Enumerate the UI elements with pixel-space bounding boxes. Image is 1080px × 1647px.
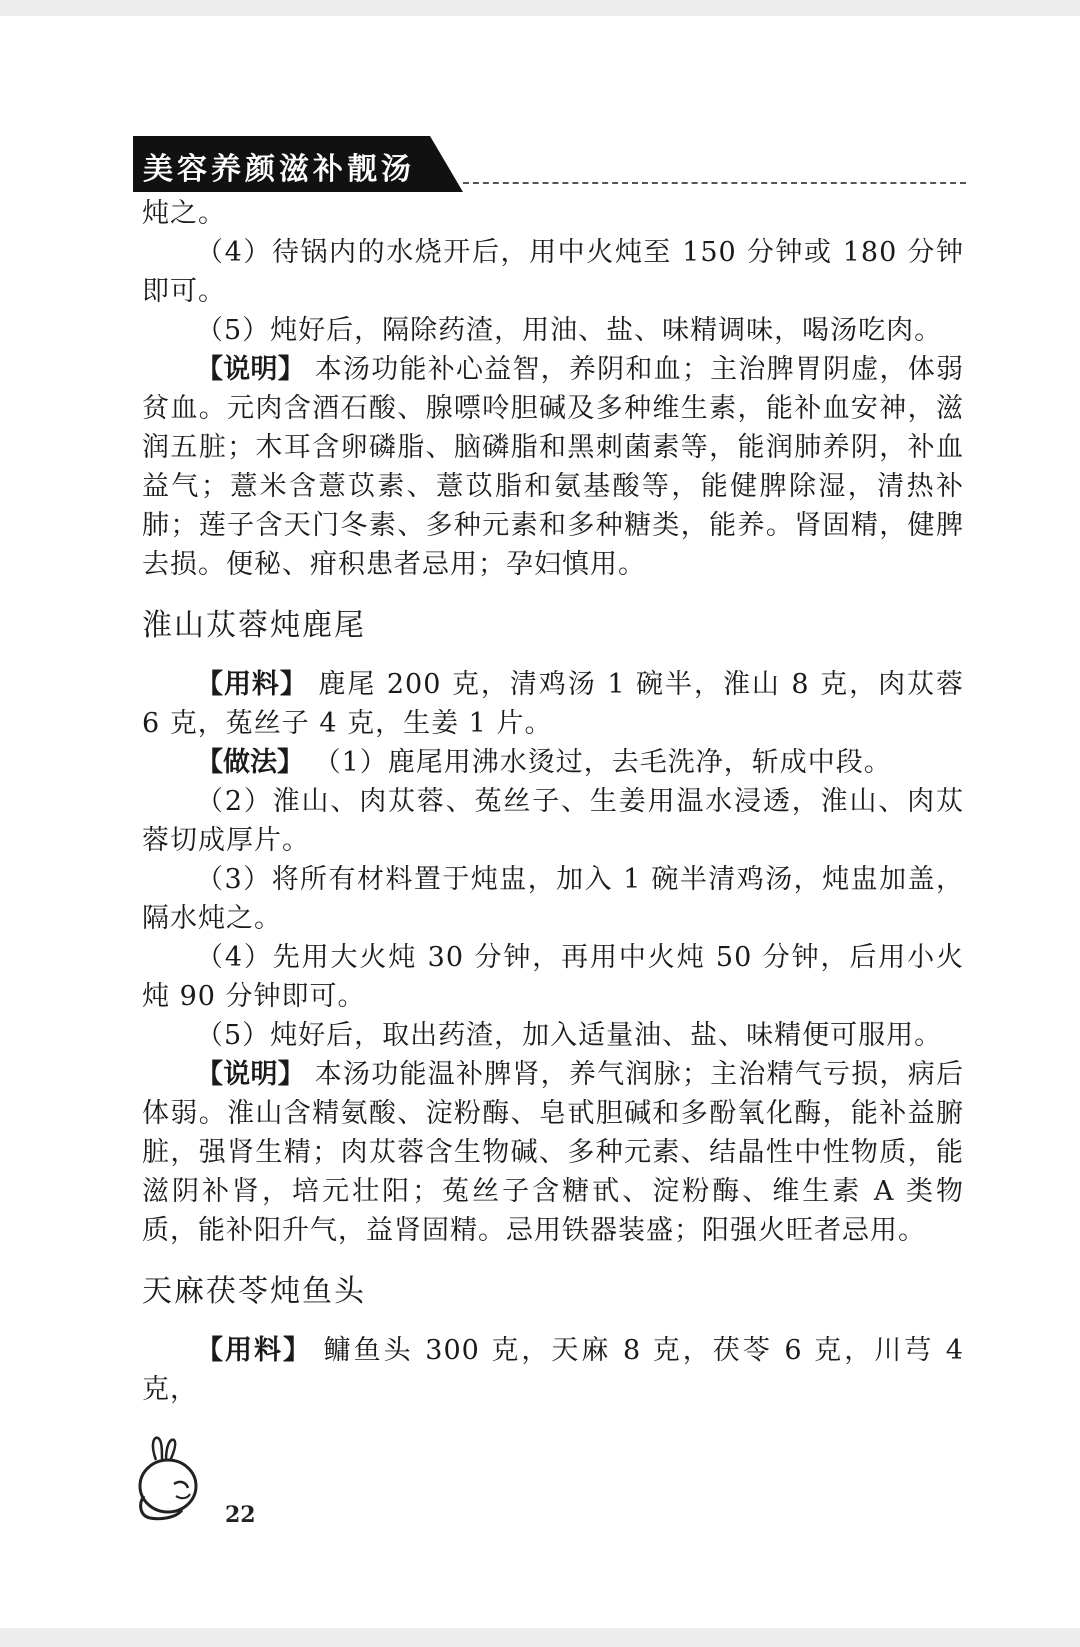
note-text: 本汤功能温补脾肾，养气润脉；主治精气亏损，病后体弱。淮山含精氨酸、淀粉酶、皂甙胆碱和多酚氧化酶，能补益腑脏，强肾生精；肉苁蓉含生物碱、多种元素、结晶性中性物质，能滋阴补肾，培元壮阳；菟丝子含糖甙、淀粉酶、维生素 A 类物质，能补阳升气，益肾固精。忌用铁器装盛；阳强火旺者忌用。 — [142, 1059, 965, 1246]
method-step-5: （5）炖好后，取出药渣，加入适量油、盐、味精便可服用。 — [196, 1020, 943, 1051]
method-step-2: （2）淮山、肉苁蓉、菟丝子、生姜用温水浸透，淮山、肉苁蓉切成厚片。 — [142, 786, 964, 856]
method-step-1 — [142, 743, 964, 782]
page-body — [142, 194, 964, 1409]
method-step-4: （4）先用大火炖 30 分钟，再用中火炖 50 分钟，后用小火炖 90 分钟即可。 — [142, 942, 964, 1012]
ingredients-label: 【用料】 — [196, 1335, 313, 1366]
note-label: 【说明】 — [196, 354, 305, 385]
recipe-title: 天麻茯苓炖鱼头 — [142, 1274, 366, 1309]
method-label: 【做法】 — [196, 747, 304, 778]
book-page — [0, 16, 1080, 1628]
rabbit-mascot-icon — [134, 1434, 210, 1522]
ingredients-label: 【用料】 — [196, 669, 308, 700]
method-step-3: （3）将所有材料置于炖盅，加入 1 碗半清鸡汤，炖盅加盖，隔水炖之。 — [142, 864, 964, 934]
ingredients — [142, 665, 964, 743]
ingredients-text: 鹿尾 200 克，清鸡汤 1 碗半，淮山 8 克，肉苁蓉 6 克，菟丝子 4 克，生姜 1 片。 — [142, 669, 964, 739]
step-1-text: （1）鹿尾用沸水烫过，去毛洗净，斩成中段。 — [313, 747, 892, 778]
page-number: 22 — [225, 1502, 256, 1528]
recipe-title: 淮山苁蓉炖鹿尾 — [142, 608, 366, 643]
header-dashed-rule — [463, 182, 966, 184]
prev-step-4: （4）待锅内的水烧开后，用中火炖至 150 分钟或 180 分钟即可。 — [142, 237, 964, 307]
ingredients-text: 鳙鱼头 300 克，天麻 8 克，茯苓 6 克，川芎 4 克， — [142, 1335, 964, 1405]
ingredients — [142, 1331, 964, 1409]
running-header-title: 美容养颜滋补靓汤 — [143, 152, 415, 187]
prev-step-5: （5）炖好后，隔除药渣，用油、盐、味精调味，喝汤吃肉。 — [196, 315, 943, 346]
note-text: 本汤功能补心益智，养阴和血；主治脾胃阴虚，体弱贫血。元肉含酒石酸、腺嘌呤胆碱及多种维生素，能补血安神，滋润五脏；木耳含卵磷脂、脑磷脂和黑刺菌素等，能润肺养阴，补血益气；薏米含薏苡素、薏苡脂和氨基酸等，能健脾除湿，清热补肺；莲子含天门冬素、多种元素和多种糖类，能养。肾固精，健脾去损。便秘、疳积患者忌用；孕妇慎用。 — [142, 354, 965, 580]
recipe-note — [142, 1055, 964, 1250]
continued-text: 炖之。 — [142, 198, 226, 229]
note-label: 【说明】 — [196, 1059, 305, 1090]
prev-note — [142, 350, 964, 584]
